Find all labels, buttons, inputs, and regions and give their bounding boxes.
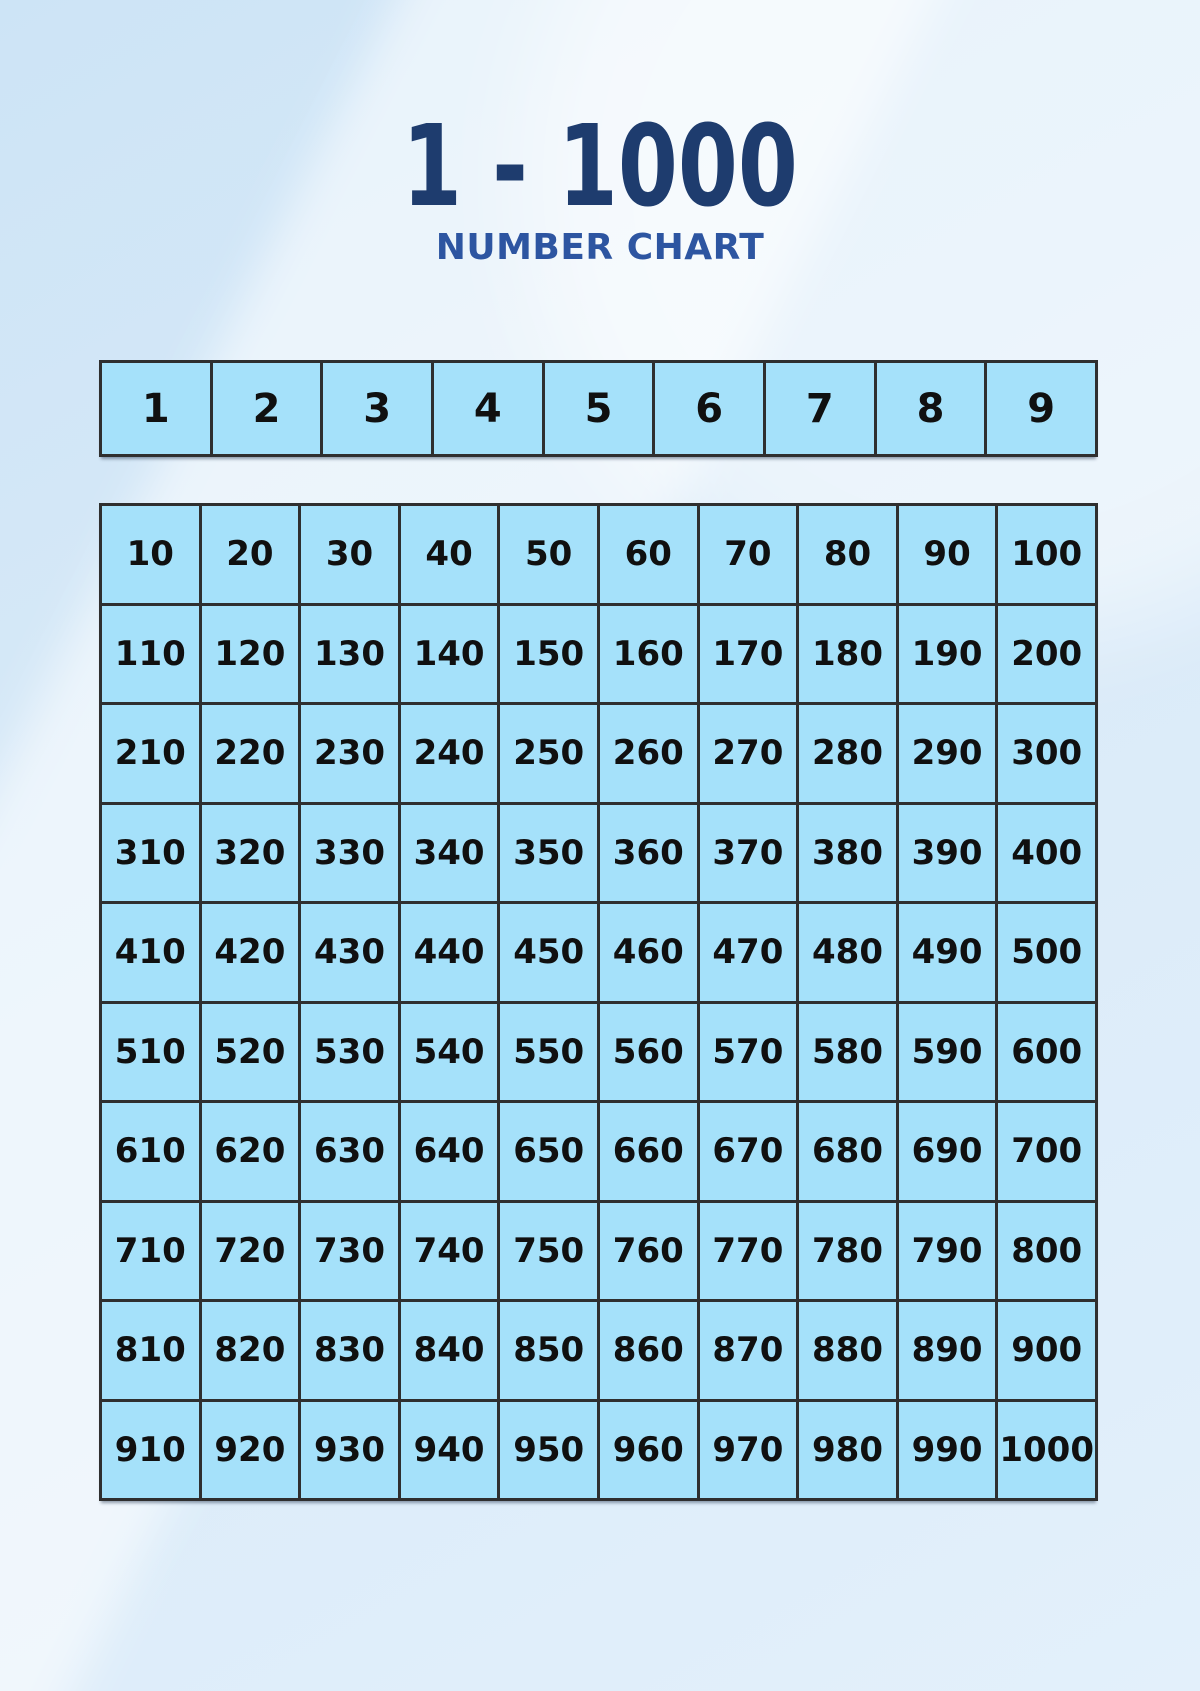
number-cell-40: 40 (401, 506, 498, 603)
number-cell-830: 830 (301, 1302, 398, 1399)
page-subtitle: NUMBER CHART (435, 227, 765, 269)
number-cell-300: 300 (998, 705, 1095, 802)
number-cell-310: 310 (102, 805, 199, 902)
number-cell-3: 3 (323, 363, 431, 454)
number-cell-540: 540 (401, 1004, 498, 1101)
number-cell-530: 530 (301, 1004, 398, 1101)
number-cell-870: 870 (700, 1302, 797, 1399)
number-cell-150: 150 (500, 606, 597, 703)
number-cell-100: 100 (998, 506, 1095, 603)
number-cell-840: 840 (401, 1302, 498, 1399)
number-cell-850: 850 (500, 1302, 597, 1399)
number-cell-450: 450 (500, 904, 597, 1001)
number-cell-130: 130 (301, 606, 398, 703)
number-cell-200: 200 (998, 606, 1095, 703)
number-cell-1000: 1000 (998, 1402, 1095, 1499)
number-cell-910: 910 (102, 1402, 199, 1499)
number-cell-260: 260 (600, 705, 697, 802)
number-cell-190: 190 (899, 606, 996, 703)
number-cell-240: 240 (401, 705, 498, 802)
number-cell-960: 960 (600, 1402, 697, 1499)
number-cell-230: 230 (301, 705, 398, 802)
number-cell-360: 360 (600, 805, 697, 902)
number-cell-720: 720 (202, 1203, 299, 1300)
number-cell-770: 770 (700, 1203, 797, 1300)
number-cell-560: 560 (600, 1004, 697, 1101)
number-cell-80: 80 (799, 506, 896, 603)
number-cell-280: 280 (799, 705, 896, 802)
number-cell-790: 790 (899, 1203, 996, 1300)
number-cell-660: 660 (600, 1103, 697, 1200)
number-cell-8: 8 (877, 363, 985, 454)
number-cell-420: 420 (202, 904, 299, 1001)
number-cell-160: 160 (600, 606, 697, 703)
number-cell-670: 670 (700, 1103, 797, 1200)
number-cell-9: 9 (987, 363, 1095, 454)
number-cell-380: 380 (799, 805, 896, 902)
number-cell-940: 940 (401, 1402, 498, 1499)
number-cell-270: 270 (700, 705, 797, 802)
number-cell-60: 60 (600, 506, 697, 603)
number-cell-2: 2 (213, 363, 321, 454)
units-row-table (99, 360, 1098, 457)
number-cell-510: 510 (102, 1004, 199, 1101)
number-cell-860: 860 (600, 1302, 697, 1399)
number-cell-320: 320 (202, 805, 299, 902)
number-cell-970: 970 (700, 1402, 797, 1499)
number-cell-400: 400 (998, 805, 1095, 902)
number-cell-170: 170 (700, 606, 797, 703)
number-cell-430: 430 (301, 904, 398, 1001)
number-cell-990: 990 (899, 1402, 996, 1499)
page-title: 1 - 1000 (402, 102, 798, 232)
number-cell-640: 640 (401, 1103, 498, 1200)
number-cell-290: 290 (899, 705, 996, 802)
number-cell-220: 220 (202, 705, 299, 802)
number-cell-20: 20 (202, 506, 299, 603)
number-cell-800: 800 (998, 1203, 1095, 1300)
number-cell-950: 950 (500, 1402, 597, 1499)
number-cell-730: 730 (301, 1203, 398, 1300)
title-block (0, 100, 1200, 270)
number-cell-520: 520 (202, 1004, 299, 1101)
number-cell-930: 930 (301, 1402, 398, 1499)
number-cell-210: 210 (102, 705, 199, 802)
number-cell-90: 90 (899, 506, 996, 603)
number-cell-4: 4 (434, 363, 542, 454)
number-cell-890: 890 (899, 1302, 996, 1399)
number-cell-550: 550 (500, 1004, 597, 1101)
number-cell-690: 690 (899, 1103, 996, 1200)
number-cell-340: 340 (401, 805, 498, 902)
number-cell-370: 370 (700, 805, 797, 902)
number-cell-650: 650 (500, 1103, 597, 1200)
number-cell-580: 580 (799, 1004, 896, 1101)
number-cell-620: 620 (202, 1103, 299, 1200)
number-cell-330: 330 (301, 805, 398, 902)
number-cell-590: 590 (899, 1004, 996, 1101)
number-cell-680: 680 (799, 1103, 896, 1200)
number-cell-750: 750 (500, 1203, 597, 1300)
number-cell-880: 880 (799, 1302, 896, 1399)
number-cell-460: 460 (600, 904, 697, 1001)
tens-grid-table (99, 503, 1098, 1501)
number-cell-630: 630 (301, 1103, 398, 1200)
number-cell-710: 710 (102, 1203, 199, 1300)
number-cell-30: 30 (301, 506, 398, 603)
number-cell-600: 600 (998, 1004, 1095, 1101)
number-cell-70: 70 (700, 506, 797, 603)
number-cell-740: 740 (401, 1203, 498, 1300)
number-cell-5: 5 (545, 363, 653, 454)
number-cell-480: 480 (799, 904, 896, 1001)
number-cell-780: 780 (799, 1203, 896, 1300)
number-cell-1: 1 (102, 363, 210, 454)
number-cell-140: 140 (401, 606, 498, 703)
number-cell-820: 820 (202, 1302, 299, 1399)
number-cell-10: 10 (102, 506, 199, 603)
number-cell-610: 610 (102, 1103, 199, 1200)
number-cell-120: 120 (202, 606, 299, 703)
number-cell-490: 490 (899, 904, 996, 1001)
number-cell-900: 900 (998, 1302, 1095, 1399)
number-cell-810: 810 (102, 1302, 199, 1399)
number-cell-390: 390 (899, 805, 996, 902)
number-cell-570: 570 (700, 1004, 797, 1101)
number-cell-920: 920 (202, 1402, 299, 1499)
number-cell-180: 180 (799, 606, 896, 703)
number-cell-410: 410 (102, 904, 199, 1001)
number-cell-470: 470 (700, 904, 797, 1001)
number-cell-700: 700 (998, 1103, 1095, 1200)
number-cell-6: 6 (655, 363, 763, 454)
number-cell-50: 50 (500, 506, 597, 603)
number-cell-7: 7 (766, 363, 874, 454)
number-cell-500: 500 (998, 904, 1095, 1001)
number-cell-250: 250 (500, 705, 597, 802)
number-cell-110: 110 (102, 606, 199, 703)
number-cell-980: 980 (799, 1402, 896, 1499)
number-cell-440: 440 (401, 904, 498, 1001)
number-cell-350: 350 (500, 805, 597, 902)
number-cell-760: 760 (600, 1203, 697, 1300)
